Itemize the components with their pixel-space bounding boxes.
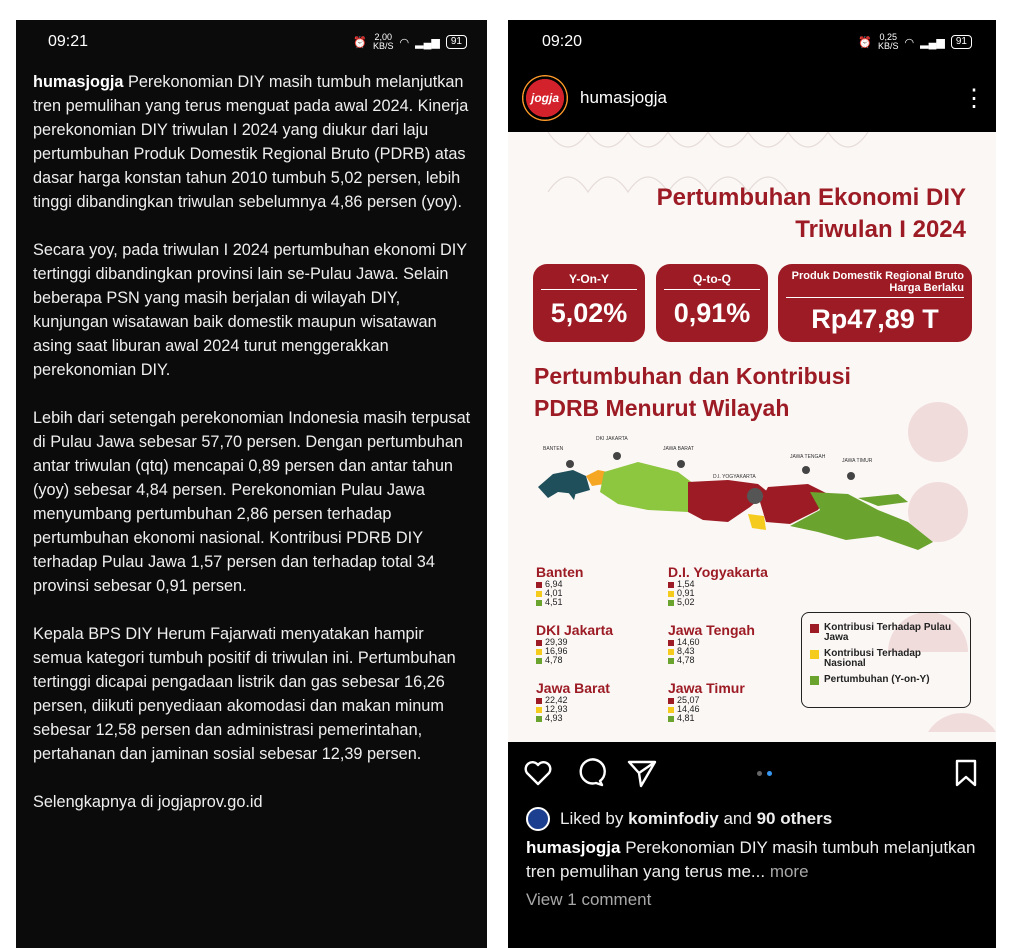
carousel-dot: [757, 771, 762, 776]
region-jateng: Jawa Tengah 14,60 8,43 4,78: [668, 622, 755, 665]
post-header: [508, 64, 996, 132]
caption-username[interactable]: humasjogja: [33, 73, 124, 91]
others-count[interactable]: 90 others: [756, 809, 833, 828]
legend-item: Kontribusi Terhadap Pulau Jawa: [810, 623, 962, 643]
heart-icon[interactable]: [522, 757, 554, 789]
battery-icon: 91: [951, 35, 972, 49]
java-map: [528, 432, 968, 582]
stat-yoy: Y-On-Y 5,02%: [533, 264, 645, 342]
caption-paragraph: humasjogja Perekonomian DIY masih tumbuh melanjutkan tren pemulihan yang terus menguat pada awal 2024. Kinerja perekonomian DIY triwulan I 2024 yang diukur dari laju pertumbuhan Produk Domestik Regional Bruto (PDRB) atas dasar harga konstan tahun 2010 tumbuh 5,02 persen, lebih tinggi dibandingkan triwulan sebelumnya 4,86 persen (yoy).: [33, 73, 469, 211]
map-label-jakarta: DKI JAKARTA: [596, 436, 628, 442]
status-bar: [508, 20, 996, 64]
carousel-dot-active: [767, 771, 772, 776]
bookmark-icon[interactable]: [950, 757, 982, 789]
status-bar: [16, 20, 487, 64]
carousel-indicator: [678, 771, 850, 776]
map-label-jabar: JAWA BARAT: [663, 446, 694, 452]
more-link[interactable]: more: [769, 862, 809, 881]
network-speed: 2,00 KB/S: [373, 32, 394, 51]
caption-paragraph: Secara yoy, pada triwulan I 2024 pertumbuhan ekonomi DIY tertinggi dibandingkan provinsi lain se-Pulau Jawa. Selain beberapa PSN yang masih berjalan di wilayah DIY, kunjungan wisatawan baik domestik maupun wisatawan asing saat liburan awal 2024 turut menggerakkan perekonomian DIY.: [33, 241, 467, 379]
kebab-icon[interactable]: ⋮: [962, 84, 986, 112]
stat-qtq: Q-to-Q 0,91%: [656, 264, 768, 342]
legend-item: Kontribusi Terhadap Nasional: [810, 649, 962, 669]
comment-icon[interactable]: [574, 757, 606, 789]
status-icons: [858, 33, 972, 51]
likes-row[interactable]: Liked by kominfodiy and 90 others: [508, 804, 996, 834]
caption-username[interactable]: humasjogja: [526, 838, 621, 857]
wifi-icon: ◠: [399, 36, 410, 49]
signal-icon: ▂▄▆: [415, 36, 440, 49]
status-icons: [353, 33, 467, 51]
status-time: 09:21: [48, 33, 89, 50]
battery-icon: 91: [446, 35, 467, 49]
post-title: Pertumbuhan Ekonomi DIY Triwulan I 2024: [656, 184, 966, 243]
signal-icon: ▂▄▆: [920, 36, 945, 49]
liker-username[interactable]: kominfodiy: [628, 809, 719, 828]
view-comments-link[interactable]: View 1 comment: [526, 890, 652, 909]
post-image[interactable]: [508, 132, 996, 742]
region-jatim: Jawa Timur 25,07 14,46 4,81: [668, 680, 745, 723]
alarm-icon: ⏰: [858, 36, 873, 49]
map-label-jatim: JAWA TIMUR: [842, 458, 873, 464]
map-label-diy: D.I. YOGYAKARTA: [713, 474, 756, 480]
caption-full: [16, 64, 487, 814]
wifi-icon: ◠: [904, 36, 915, 49]
status-time: 09:20: [542, 33, 583, 50]
liker-avatar: [526, 807, 550, 831]
map-label-banten: BANTEN: [543, 446, 564, 452]
post-username[interactable]: humasjogja: [580, 88, 667, 107]
stat-pdrb: Produk Domestik Regional Bruto Harga Berlaku Rp47,89 T: [778, 264, 972, 342]
legend-item: Pertumbuhan (Y-on-Y): [810, 675, 962, 685]
caption-preview: humasjogja Perekonomian DIY masih tumbuh melanjutkan tren pemulihan yang terus me... more: [526, 838, 976, 881]
caption-paragraph: Kepala BPS DIY Herum Fajarwati menyatakan hampir semua kategori tumbuh positif di triwulan ini. Pertumbuhan tertinggi dicapai pengadaan listrik dan gas sebesar 16,26 persen, diikuti penyediaan akomodasi dan makan minum sebesar 12,58 persen dan administrasi pemerintahan, pertahanan dan jaminan sosial sebesar 12,39 persen.: [33, 625, 456, 763]
left-screen: [16, 20, 487, 948]
region-banten: Banten 6,94 4,01 4,51: [536, 564, 584, 607]
right-screen: [508, 20, 996, 948]
post-actions: [508, 742, 996, 804]
section-title: Pertumbuhan dan Kontribusi PDRB Menurut Wilayah: [534, 363, 851, 421]
network-speed: 0,25 KB/S: [878, 32, 899, 51]
region-jabar: Jawa Barat 22,42 12,93 4,93: [536, 680, 610, 723]
alarm-icon: ⏰: [353, 36, 368, 49]
map-label-jateng: JAWA TENGAH: [790, 454, 826, 460]
region-jakarta: DKI Jakarta 29,39 16,96 4,78: [536, 622, 614, 665]
caption-paragraph: Lebih dari setengah perekonomian Indonesia masih terpusat di Pulau Jawa sebesar 57,70 persen. Dengan pertumbuhan antar triwulan (qtq) mencapai 0,89 persen dan antar tahun (yoy) sebesar 4,84 persen. Perekonomian Pulau Jawa menyumbang pertumbuhan 2,86 persen terhadap pertumbuhan ekonomi nasional. Kontribusi PDRB DIY terhadap Pulau Jawa 1,57 persen dan terhadap total 34 provinsi sebesar 0,91 persen.: [33, 409, 471, 595]
region-diy: D.I. Yogyakarta 1,54 0,91 5,02: [668, 564, 768, 607]
profile-avatar[interactable]: jogja: [522, 75, 568, 121]
caption-link-line: Selengkapnya di jogjaprov.go.id: [33, 793, 263, 811]
map-legend: [801, 612, 971, 708]
share-icon[interactable]: [626, 757, 658, 789]
